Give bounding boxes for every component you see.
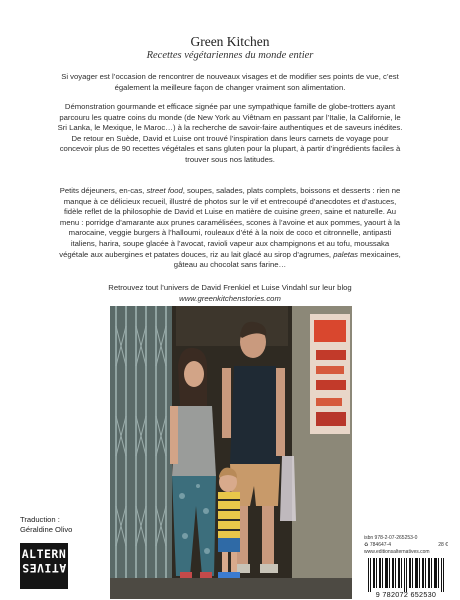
menu-text-em-street-food: street food <box>146 186 183 195</box>
blog-paragraph <box>56 283 404 304</box>
barcode-number: 9 782072 652530 <box>375 590 437 599</box>
isbn-code: 784647-4 <box>369 542 392 548</box>
blog-link[interactable]: www.greenkitchenstories.com <box>179 293 281 303</box>
isbn-code-line <box>364 542 448 549</box>
menu-text-c: , saine et naturelle. Au menu : porridge d’amarante aux prunes caramélisées, scones à l’avoine et aux pommes, yaourt à la marocaine, veggie burgers à l’halloumi, rouleaux d’été à la noix de coco et citronnelle, antipasti italiens, harira, soupe glacée à l’avocat, ravioli vapeur aux champignons et au tofu, moussaka végétale aux aubergines et patates douces, riz au lait glacé au sirop d’agrumes, <box>59 207 401 259</box>
menu-text-em-paletas: paletas <box>333 249 358 259</box>
publisher-logo-top: ALTERN <box>21 547 67 561</box>
menu-text-b: , soupes, salades, plats complets, boissons et desserts : rien ne manque à ce délicieux recueil, illustré de photos sur le vif et entrecoupé d’anecdotes et d’astuces, fidèle reflet de la philosophie de David et Luise en matière de cuisine <box>63 186 401 217</box>
book-subtitle: Recettes végétariennes du monde entier <box>146 50 314 61</box>
publisher-logo-bottom: ATIVES <box>21 561 67 575</box>
publisher-url: www.editionsalternatives.com <box>364 549 430 555</box>
menu-paragraph <box>56 186 404 271</box>
publisher-logo <box>20 543 68 589</box>
intro-paragraph: Si voyager est l’occasion de rencontrer de nouveaux visages et de modifier ses points de vue, c’est également la meilleure façon de changer vraiment son alimentation. <box>61 72 399 92</box>
description-paragraph: Démonstration gourmande et efficace signée par une sympathique famille de globe-trotters ayant parcouru les quatre coins du monde (de New York au Viêtnam en passant par l’Italie, la Californie, le Sri Lanka, le Mexique, le Maroc…) à la recherche de savoir-faire authentiques et de saveurs inédites. De retour en Suède, David et Luise ont trouvé l’inspiration dans leurs carnets de voyage pour concevoir plus de 90 recettes végétales et sans gluten pour la plupart, à partir d’ingrédients faciles à trouver sous nos latitudes. <box>57 102 403 164</box>
cover-photo <box>110 306 352 599</box>
isbn-info <box>364 535 448 556</box>
barcode-icon <box>364 558 448 592</box>
isbn-number: isbn 978-2-07-265253-0 <box>364 535 418 541</box>
book-title: Green Kitchen <box>190 34 270 49</box>
price: 28 € <box>438 542 448 548</box>
recycle-icon: ♻ <box>364 542 369 548</box>
translation-label: Traduction : <box>20 515 60 524</box>
translator-name: Géraldine Olivo <box>20 525 73 534</box>
blog-text: Retrouvez tout l’univers de David Frenkiel et Luise Vindahl sur leur blog <box>108 283 352 292</box>
menu-text-em-green: green <box>300 207 320 217</box>
translation-credit <box>20 515 72 535</box>
menu-text-a: Petits déjeuners, en-cas, <box>59 186 147 195</box>
menu-text-d: mexicaines, gâteau au chocolat sans farine… <box>173 249 401 270</box>
